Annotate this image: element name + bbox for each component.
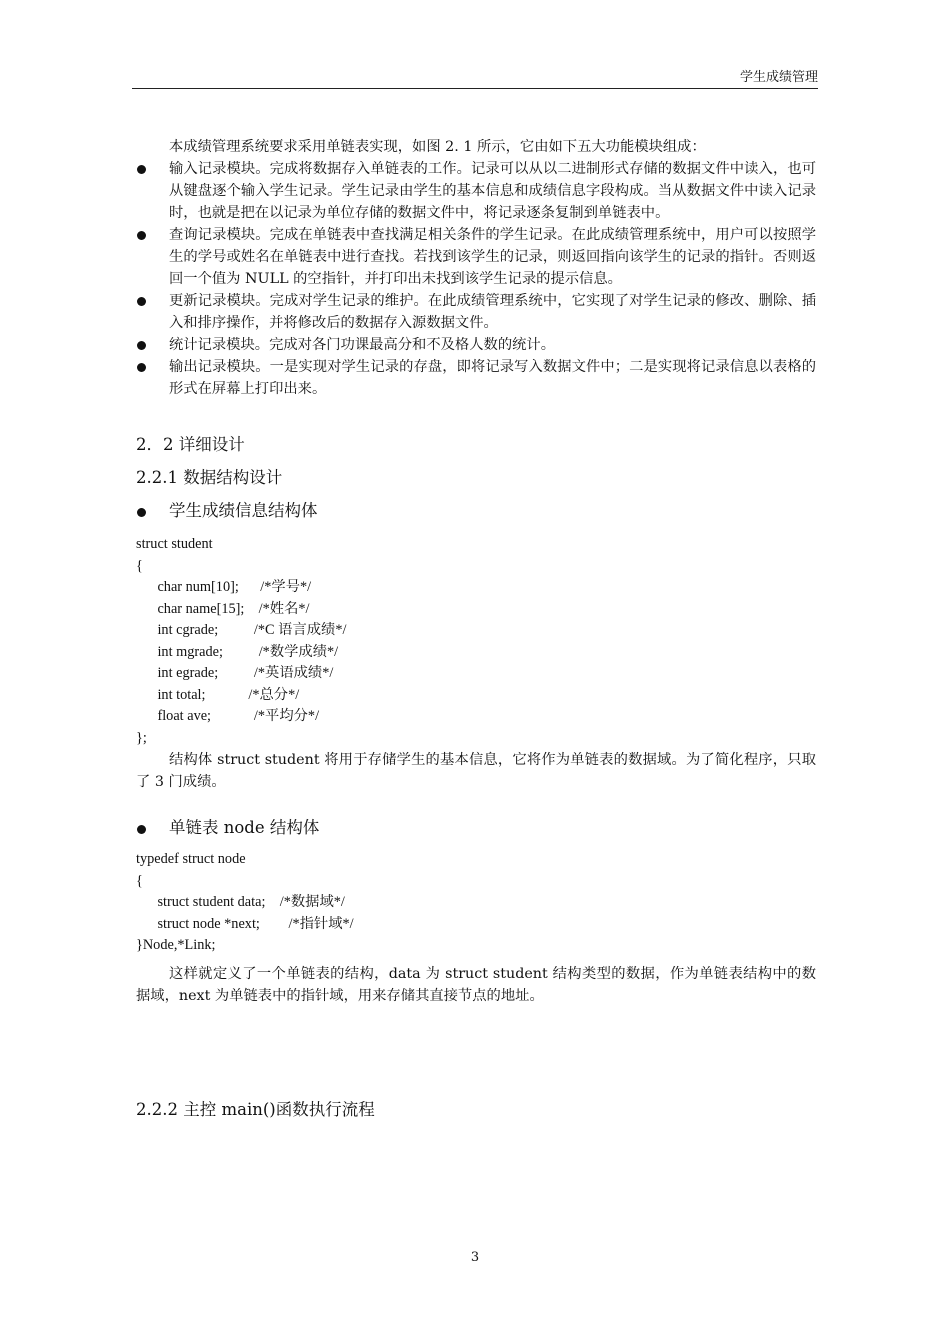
node-heading [136, 817, 816, 839]
header-rule [132, 88, 818, 89]
list-item [136, 356, 816, 400]
bullet-icon [137, 508, 146, 517]
list-item [136, 334, 816, 356]
node-description: 这样就定义了一个单链表的结构，data 为 struct student 结构类型的数据，作为单链表结构中的数据域，next 为单链表中的指针域，用来存储其直接节点的地址。 [136, 965, 816, 1004]
list-item-text: 统计记录模块。完成对各门功课最高分和不及格人数的统计。 [169, 337, 556, 353]
page-header: 学生成绩管理 [739, 70, 818, 85]
list-item-text: 输入记录模块。完成将数据存入单链表的工作。记录可以从以二进制形式存储的数据文件中读入，也可从键盘逐个输入学生记录。学生记录由学生的基本信息和成绩信息字段构成。当从数据文件中读入记录时，也就是把在以记录为单位存储的数据文件中，将记录逐条复制到单链表中。 [169, 161, 816, 221]
bullet-icon [137, 363, 146, 372]
list-item-text: 查询记录模块。完成在单链表中查找满足相关条件的学生记录。在此成绩管理系统中，用户可以按照学生的学号或姓名在单链表中进行查找。若找到该学生的记录，则返回指向该学生的记录的指针。否则返回一个值为 NULL 的空指针，并打印出未找到该学生记录的提示信息。 [169, 227, 816, 287]
node-code-block: typedef struct node { struct student data; /*数据域*/ struct node *next; /*指针域*/ }Node,*Link; [136, 851, 354, 953]
section-heading-2-2-2: 2.2.2 主控 main()函数执行流程 [136, 1099, 375, 1119]
struct-code-block: struct student { char num[10]; /*学号*/ char name[15]; /*姓名*/ int cgrade; /*C 语言成绩*/ int mgrade; /*数学成绩*/ int egrade; /*英语成绩*/ int total; /*总分*/ float ave; /*平均分*/ }; [136, 536, 347, 746]
intro-paragraph: 本成绩管理系统要求采用单链表实现，如图 2. 1 所示，它由如下五大功能模块组成： [169, 139, 706, 155]
struct-description: 结构体 struct student 将用于存储学生的基本信息，它将作为单链表的数据域。为了简化程序，只取了 3 门成绩。 [136, 752, 816, 790]
list-item-text: 输出记录模块。一是实现对学生记录的存盘，即将记录写入数据文件中；二是实现将记录信息以表格的形式在屏幕上打印出来。 [169, 359, 816, 397]
section-heading-2-2-1: 2.2.1 数据结构设计 [136, 468, 283, 487]
bullet-icon [137, 341, 146, 350]
struct-heading-text: 学生成绩信息结构体 [169, 501, 318, 520]
bullet-icon [137, 297, 146, 306]
page-content [136, 136, 816, 1121]
list-item [136, 224, 816, 290]
struct-heading [136, 500, 816, 522]
page-number: 3 [470, 1250, 480, 1265]
list-item-text: 更新记录模块。完成对学生记录的维护。在此成绩管理系统中，它实现了对学生记录的修改、删除、插入和排序操作，并将修改后的数据存入源数据文件。 [169, 293, 816, 331]
module-list [136, 158, 816, 400]
bullet-icon [137, 165, 146, 174]
bullet-icon [137, 231, 146, 240]
list-item [136, 158, 816, 224]
section-heading-2-2: 2．2 详细设计 [136, 435, 245, 454]
node-heading-text: 单链表 node 结构体 [169, 818, 320, 837]
bullet-icon [137, 825, 146, 834]
list-item [136, 290, 816, 334]
